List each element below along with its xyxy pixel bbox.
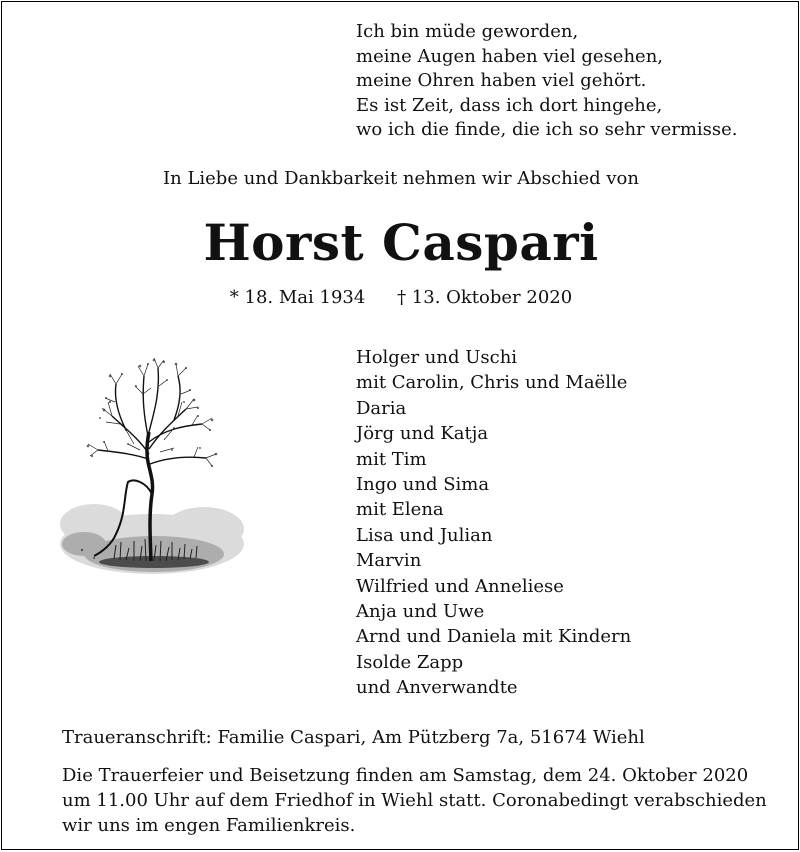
list-item: und Anverwandte [356,677,518,699]
list-item: Ingo und Sima [356,474,490,496]
family-list [356,345,631,701]
poem [356,20,738,143]
list-item: Lisa und Julian [356,524,493,546]
list-item: Anja und Uwe [356,601,485,623]
list-item: Arnd und Daniela mit Kindern [356,626,632,648]
poem-line: Ich bin müde geworden, [356,21,579,42]
list-item: Marvin [356,550,422,572]
list-item: Jörg und Katja [356,423,489,445]
ceremony-line: Die Trauerfeier und Beisetzung finden am Samstag, dem 24. Oktober 2020 [62,765,749,786]
mourning-address: Traueranschrift: Familie Caspari, Am Pützberg 7a, 51674 Wiehl [62,727,645,748]
poem-line: meine Augen haben viel gesehen, [356,45,664,67]
ceremony-line: wir uns im engen Familienkreis. [62,815,356,836]
list-item: mit Elena [356,499,444,521]
farewell-intro: In Liebe und Dankbarkeit nehmen wir Abschied von [163,168,639,189]
death-date: † 13. Oktober 2020 [397,287,573,308]
poem-line: Es ist Zeit, dass ich dort hingehe, [356,94,663,116]
ceremony-info [62,763,767,838]
obituary-notice [1,1,799,850]
poem-line: meine Ohren haben viel gehört. [356,70,647,91]
ceremony-line: um 11.00 Uhr auf dem Friedhof in Wiehl statt. Coronabedingt verabschieden [62,790,767,811]
list-item: Daria [356,397,407,419]
list-item: mit Tim [356,448,427,470]
list-item: Isolde Zapp [356,651,464,673]
deceased-name: Horst Caspari [203,213,599,272]
poem-line: wo ich die finde, die ich so sehr vermisse. [356,119,738,140]
life-dates [2,286,800,310]
list-item: Wilfried und Anneliese [356,575,564,597]
list-item: mit Carolin, Chris und Maëlle [356,372,628,394]
birth-date: * 18. Mai 1934 [229,287,366,308]
bare-tree-icon [54,354,250,592]
list-item: Holger und Uschi [356,347,518,368]
